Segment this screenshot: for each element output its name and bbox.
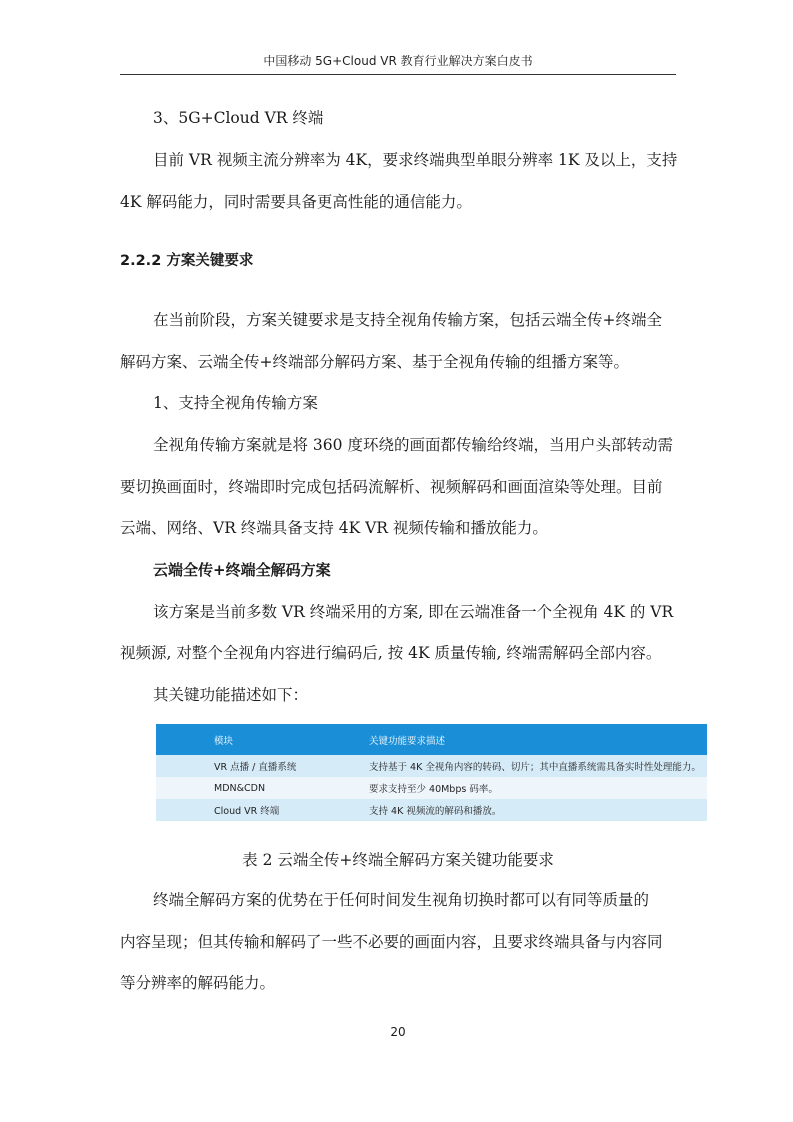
page-number: 20 [390, 1025, 406, 1039]
paragraph-line: 目前 VR 视频主流分辨率为 4K，要求终端典型单眼分辨率 1K 及以上，支持 [153, 151, 678, 169]
key-function-table [156, 724, 707, 821]
table-caption: 表 2 云端全传+终端全解码方案关键功能要求 [242, 851, 554, 869]
table-row [156, 755, 707, 777]
paragraph-line: 解码方案、云端全传+终端部分解码方案、基于全视角传输的组播方案等。 [120, 353, 629, 371]
paragraph-line: 要切换画面时，终端即时完成包括码流解析、视频解码和画面渲染等处理。目前 [120, 478, 663, 496]
paragraph-line: 等分辨率的解码能力。 [120, 974, 276, 992]
table-header-cell: 关键功能要求描述 [356, 724, 707, 755]
table-cell: 支持基于 4K 全视角内容的转码、切片；其中直播系统需具备实时性处理能力。 [356, 755, 707, 777]
paragraph-line: 云端、网络、VR 终端具备支持 4K VR 视频传输和播放能力。 [120, 519, 548, 537]
paragraph-line: 在当前阶段，方案关键要求是支持全视角传输方案，包括云端全传+终端全 [153, 311, 662, 329]
table-header-row [156, 724, 707, 755]
paragraph-line: 终端全解码方案的优势在于任何时间发生视角切换时都可以有同等质量的 [153, 891, 650, 909]
section-heading-2-2-2: 2.2.2 方案关键要求 [120, 253, 254, 269]
list-item-heading: 1、支持全视角传输方案 [153, 394, 318, 412]
subheading: 云端全传+终端全解码方案 [153, 561, 331, 579]
table-cell: Cloud VR 终端 [156, 799, 356, 821]
table-row [156, 777, 707, 799]
paragraph-terminal-heading: 3、5G+Cloud VR 终端 [153, 109, 324, 127]
paragraph-line: 全视角传输方案就是将 360 度环绕的画面都传输给终端，当用户头部转动需 [153, 436, 673, 454]
paragraph-line: 4K 解码能力，同时需要具备更高性能的通信能力。 [120, 193, 472, 211]
table-cell: MDN&CDN [156, 777, 356, 799]
table-row [156, 799, 707, 821]
page-header: 中国移动 5G+Cloud VR 教育行业解决方案白皮书 [263, 54, 533, 68]
paragraph-line: 其关键功能描述如下： [153, 686, 309, 704]
table-cell: 支持 4K 视频流的解码和播放。 [356, 799, 707, 821]
paragraph-line: 该方案是当前多数 VR 终端采用的方案, 即在云端准备一个全视角 4K 的 VR [153, 603, 674, 621]
table-header-cell: 模块 [156, 724, 356, 755]
table-cell: VR 点播 / 直播系统 [156, 755, 356, 777]
header-divider [120, 74, 676, 75]
paragraph-line: 内容呈现；但其传输和解码了一些不必要的画面内容，且要求终端具备与内容同 [120, 933, 663, 951]
paragraph-line: 视频源, 对整个全视角内容进行编码后, 按 4K 质量传输, 终端需解码全部内容。 [120, 644, 662, 662]
table-cell: 要求支持至少 40Mbps 码率。 [356, 777, 707, 799]
